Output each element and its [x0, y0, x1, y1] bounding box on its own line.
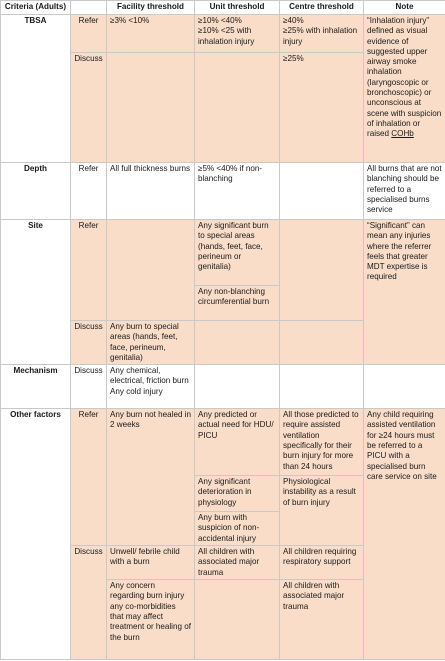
other-criteria: Other factors: [1, 409, 71, 660]
mechanism-discuss-label: Discuss: [71, 365, 107, 409]
other-refer-centre-2: Physiological instability as a result of burn injury: [280, 476, 364, 546]
site-discuss-label: Discuss: [71, 321, 107, 365]
header-action: [71, 1, 107, 15]
header-unit: Unit threshold: [195, 1, 280, 15]
site-unit-1: Any significant burn to special areas (hands, feet, face, perineum or genitalia): [195, 220, 280, 286]
other-discuss-unit-2: [195, 580, 280, 660]
header-criteria: Criteria (Adults): [1, 1, 71, 15]
other-discuss-facility-1: Unwell/ febrile child with a burn: [107, 546, 195, 580]
other-refer-label: Refer: [71, 409, 107, 546]
other-discuss-facility-2: Any concern regarding burn injury any co-morbidities that may affect treatment or healing of the burn: [107, 580, 195, 660]
site-note: “Significant” can mean any injuries where the referrer feels that greater MDT expertise is required: [364, 220, 445, 365]
depth-refer-row: [1, 163, 445, 220]
site-discuss-centre: [280, 321, 364, 365]
site-discuss-unit: [195, 321, 280, 365]
site-criteria: Site: [1, 220, 71, 365]
mechanism-unit: [195, 365, 280, 409]
tbsa-discuss-label: Discuss: [71, 53, 107, 163]
tbsa-refer-facility: ≥3% <10%: [107, 15, 195, 53]
depth-facility: All full thickness burns: [107, 163, 195, 220]
site-discuss-facility: Any burn to special areas (hands, feet, face, perineum, genitalia): [107, 321, 195, 365]
other-discuss-unit-1: All children with associated major trauma: [195, 546, 280, 580]
tbsa-discuss-facility: [107, 53, 195, 163]
site-refer-centre: [280, 220, 364, 321]
other-refer-unit-3: Any burn with suspicion of non-accidental injury: [195, 512, 280, 546]
site-refer-facility: [107, 220, 195, 321]
depth-criteria: Depth: [1, 163, 71, 220]
header-facility: Facility threshold: [107, 1, 195, 15]
header-note: Note: [364, 1, 445, 15]
site-refer-label: Refer: [71, 220, 107, 321]
tbsa-criteria: TBSA: [1, 15, 71, 163]
depth-note: All burns that are not blanching should be referred to a specialised burns service: [364, 163, 445, 220]
mechanism-discuss-row: [1, 365, 445, 409]
tbsa-note-cohb: COHb: [391, 129, 414, 139]
mechanism-facility: Any chemical, electrical, friction burn Any cold injury: [107, 365, 195, 409]
mechanism-note: [364, 365, 445, 409]
depth-refer-label: Refer: [71, 163, 107, 220]
tbsa-refer-label: Refer: [71, 15, 107, 53]
depth-centre: [280, 163, 364, 220]
header-centre: Centre threshold: [280, 1, 364, 15]
other-discuss-label: Discuss: [71, 546, 107, 660]
other-refer-unit-2: Any significant deterioration in physiology: [195, 476, 280, 512]
tbsa-discuss-centre: ≥25%: [280, 53, 364, 163]
other-refer-facility: Any burn not healed in 2 weeks: [107, 409, 195, 546]
other-refer-centre-1: All those predicted to require assisted ventilation specifically for their burn injury for more than 24 hours: [280, 409, 364, 476]
tbsa-refer-unit: ≥10% <40% ≥10% <25 with inhalation injury: [195, 15, 280, 53]
other-discuss-centre-1: All children requiring respiratory support: [280, 546, 364, 580]
mechanism-centre: [280, 365, 364, 409]
tbsa-discuss-unit: [195, 53, 280, 163]
site-refer-row-1: [1, 220, 445, 286]
other-discuss-centre-2: All children with associated major trauma: [280, 580, 364, 660]
other-refer-row-1: [1, 409, 445, 476]
other-note: Any child requiring assisted ventilation for ≥24 hours must be referred to a PICU with a specialised burn care service on site: [364, 409, 445, 660]
header-row: [1, 1, 445, 15]
other-refer-unit-1: Any predicted or actual need for HDU/ PICU: [195, 409, 280, 476]
tbsa-refer-centre: ≥40% ≥25% with inhalation injury: [280, 15, 364, 53]
tbsa-note: “Inhalation injury” defined as visual evidence of suggested upper airway smoke inhalation (laryngoscopic or bronchoscopic) or unconscious at scene with suspicion of inhalation or raised COHb: [364, 15, 445, 163]
depth-unit: ≥5% <40% if non-blanching: [195, 163, 280, 220]
site-unit-2: Any non-blanching circumferential burn: [195, 286, 280, 321]
tbsa-refer-row: [1, 15, 445, 53]
mechanism-criteria: Mechanism: [1, 365, 71, 409]
